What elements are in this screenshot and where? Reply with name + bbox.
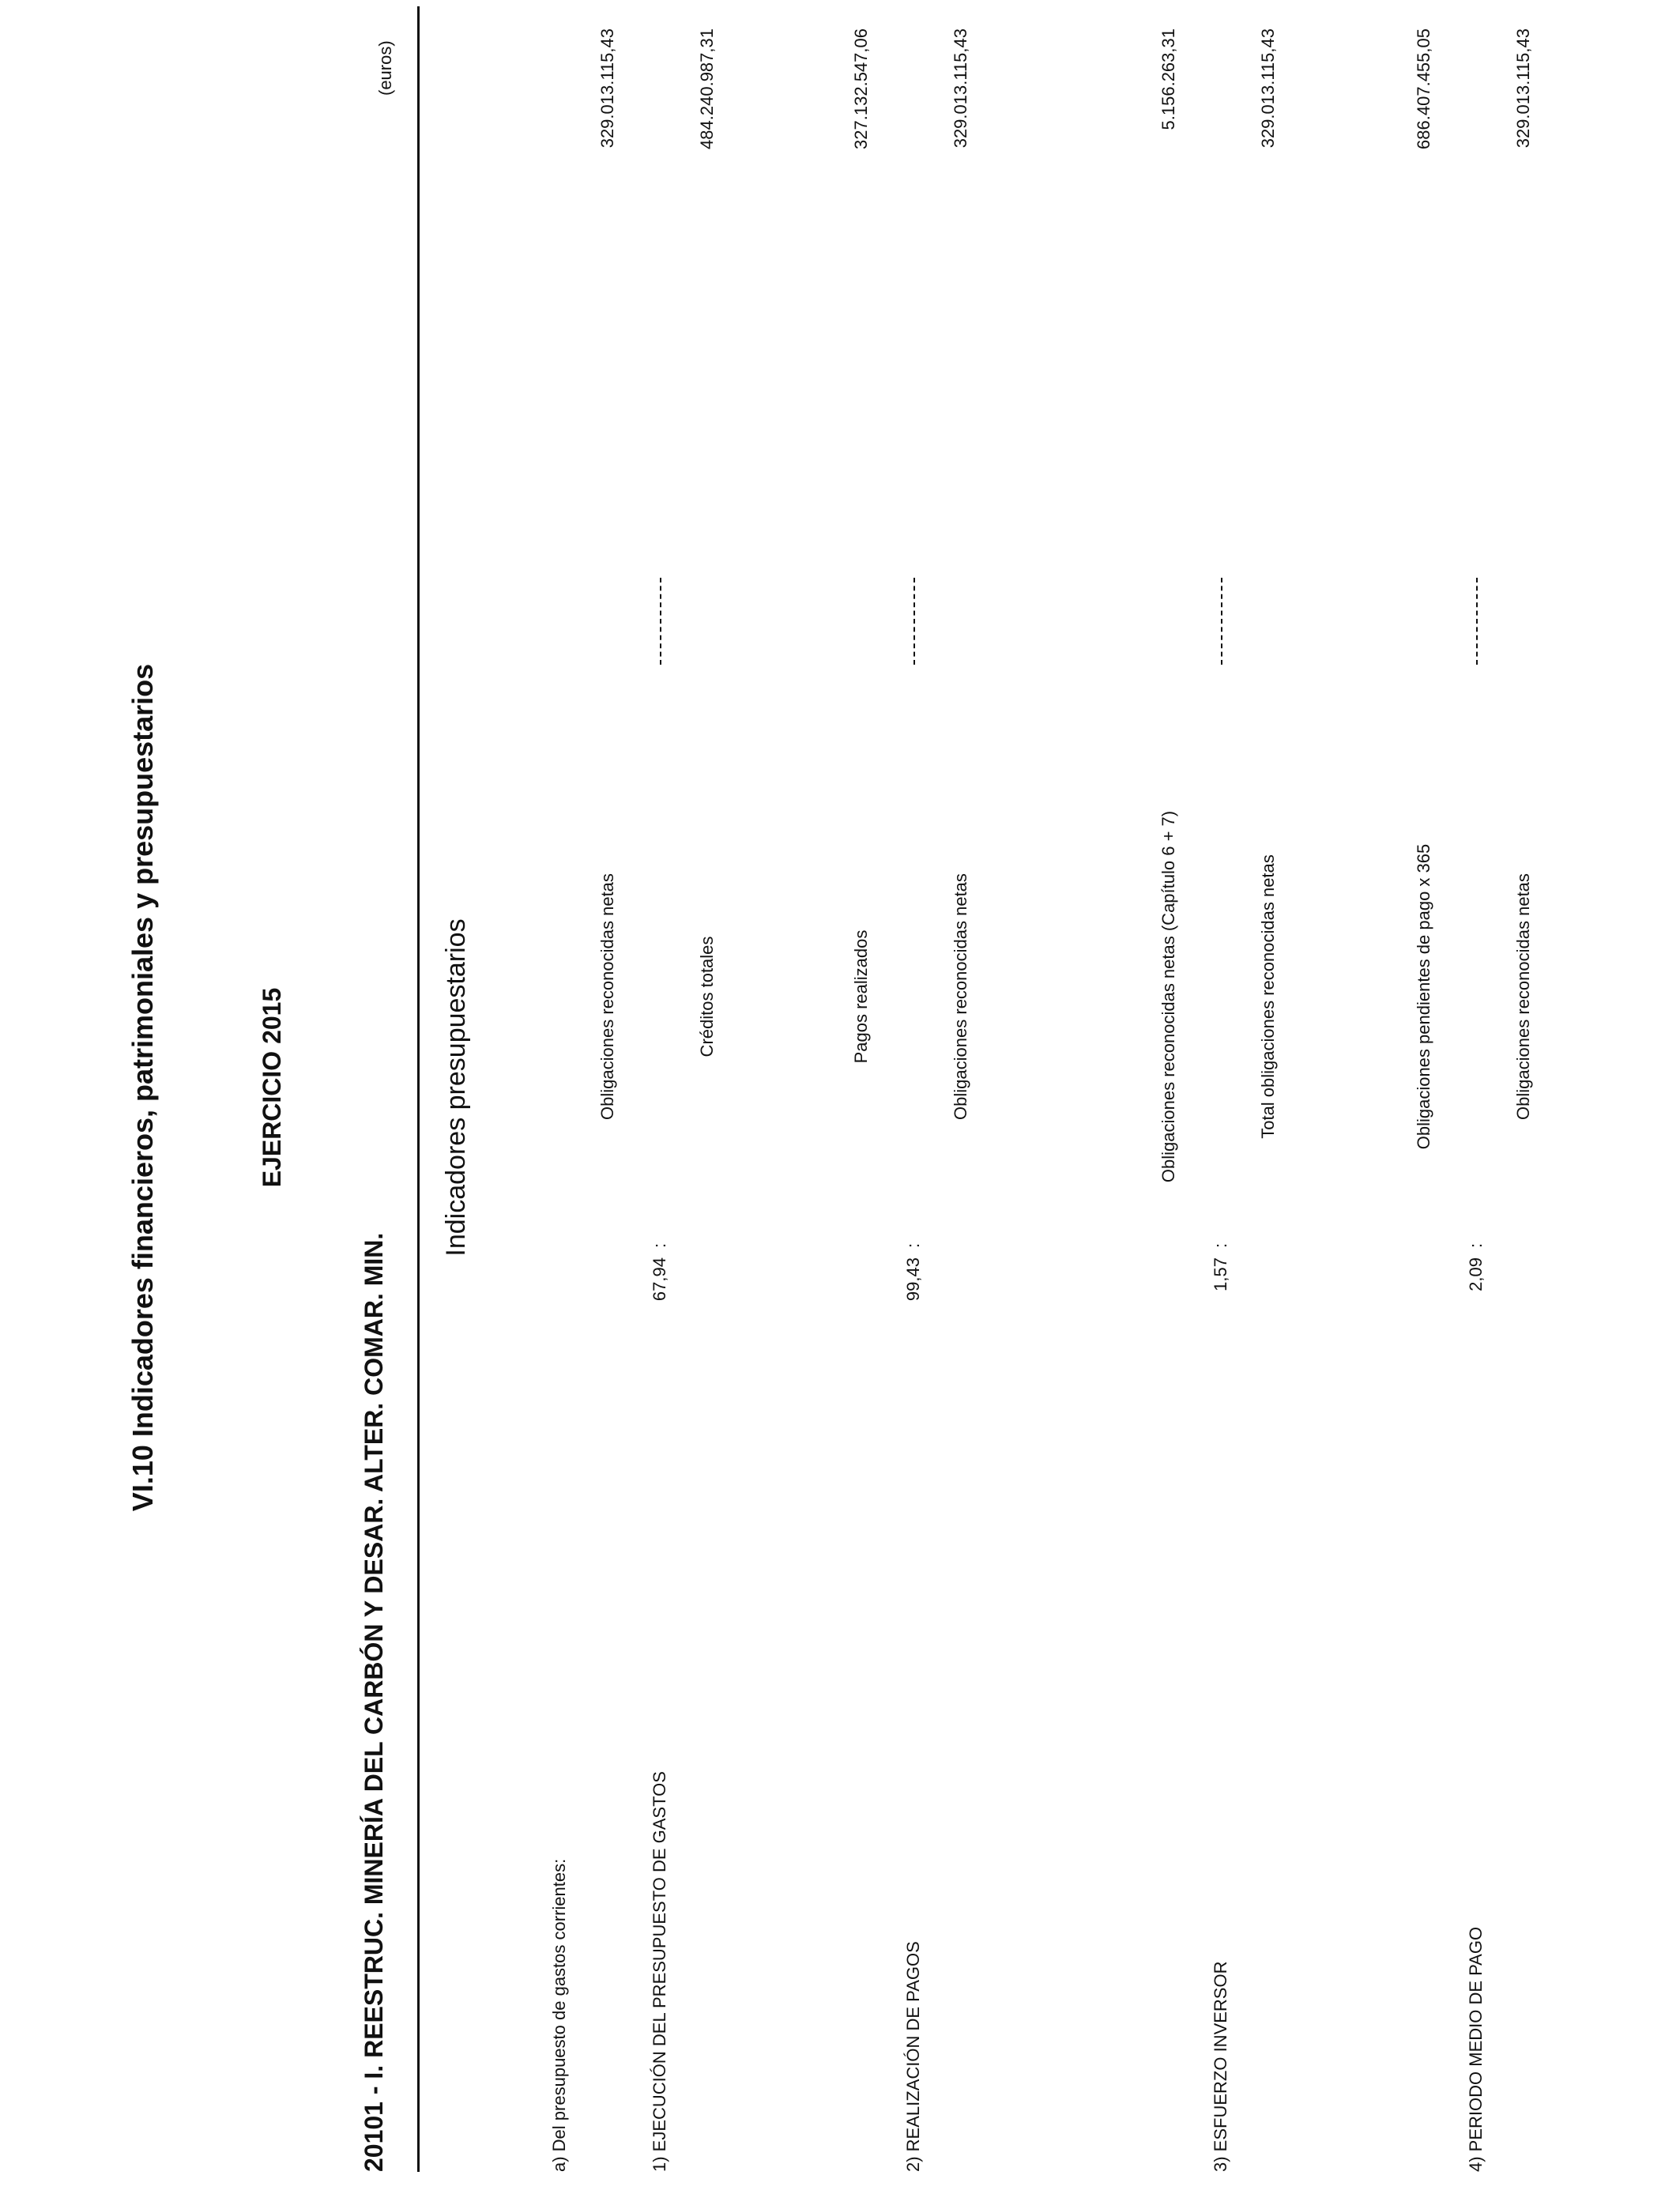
- denominator-label: Créditos totales: [697, 936, 717, 1057]
- fraction-line: [660, 578, 661, 665]
- indicator-label: 2) REALIZACIÓN DE PAGOS: [903, 1941, 923, 2172]
- numerator-value: 686.407.455,05: [1414, 28, 1433, 149]
- indicator-colon: :: [903, 1242, 923, 1248]
- numerator-value: 327.132.547,06: [851, 28, 871, 149]
- fraction-line: [1476, 578, 1478, 665]
- indicator-ratio: 1,57: [1211, 1257, 1230, 1291]
- indicator-colon: :: [650, 1242, 669, 1248]
- denominator-label: Obligaciones reconocidas netas: [1513, 873, 1533, 1120]
- report-subtitle: EJERCICIO 2015: [258, 987, 286, 1188]
- indicator-colon: :: [1466, 1242, 1486, 1248]
- indicator-colon: :: [1211, 1242, 1230, 1248]
- indicator-label: 4) PERIODO MEDIO DE PAGO: [1466, 1926, 1486, 2172]
- fraction-line: [1221, 578, 1222, 665]
- denominator-value: 329.013.115,43: [951, 28, 970, 149]
- denominator-label: Obligaciones reconocidas netas: [951, 873, 970, 1120]
- numerator-label: Pagos realizados: [851, 929, 871, 1064]
- indicator-ratio: 67,94: [650, 1257, 669, 1302]
- indicator-ratio: 2,09: [1466, 1257, 1486, 1291]
- indicator-label: 1) EJECUCIÓN DEL PRESUPUESTO DE GASTOS: [650, 1771, 669, 2172]
- denominator-value: 484.240.987,31: [697, 28, 717, 149]
- header-top-rule: [417, 6, 420, 2172]
- numerator-label: Obligaciones pendientes de pago x 365: [1414, 843, 1433, 1150]
- indicator-label: 3) ESFUERZO INVERSOR: [1211, 1961, 1230, 2172]
- denominator-value: 329.013.115,43: [1258, 28, 1278, 149]
- report-title: VI.10 Indicadores financieros, patrimoniales y presupuestarios: [126, 663, 159, 1512]
- denominator-label: Total obligaciones reconocidas netas: [1258, 854, 1278, 1139]
- section-title: Indicadores presupuestarios: [441, 918, 471, 1257]
- fraction-line: [913, 578, 915, 665]
- indicator-ratio: 99,43: [903, 1257, 923, 1302]
- units-label: (euros): [375, 40, 395, 96]
- numerator-label: Obligaciones reconocidas netas (Capítulo 6 + 7): [1158, 810, 1178, 1183]
- denominator-value: 329.013.115,43: [1513, 28, 1533, 149]
- group-label: a) Del presupuesto de gastos corrientes:: [549, 1858, 569, 2172]
- entity-name: 20101 - I. REESTRUC. MINERÍA DEL CARBÓN Y DESAR. ALTER. COMAR. MIN.: [360, 1232, 388, 2172]
- numerator-value: 5.156.263,31: [1158, 28, 1178, 130]
- numerator-label: Obligaciones reconocidas netas: [597, 873, 617, 1120]
- numerator-value: 329.013.115,43: [597, 28, 617, 149]
